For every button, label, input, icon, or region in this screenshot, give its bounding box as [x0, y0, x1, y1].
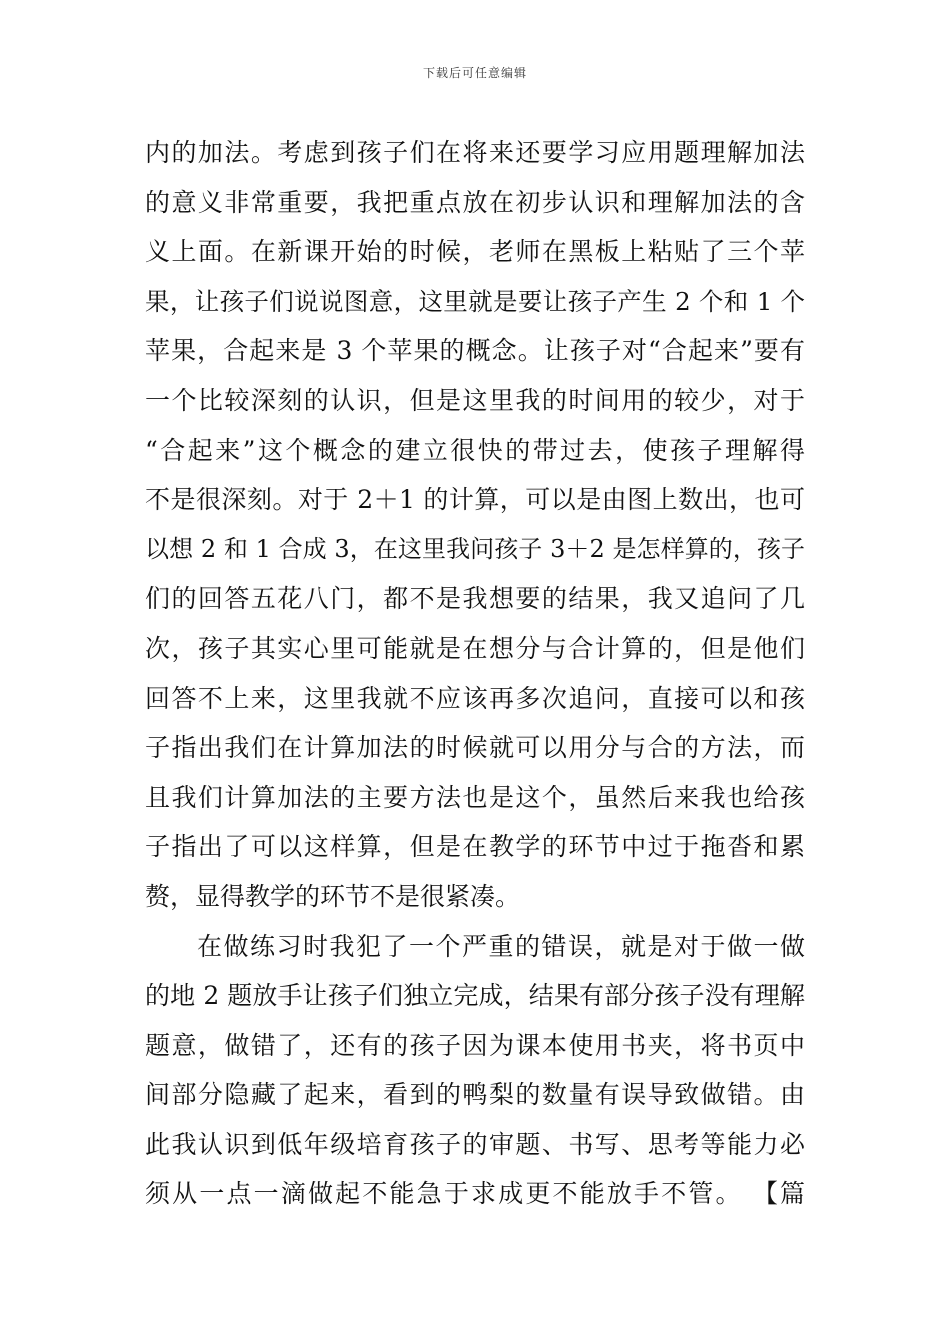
text-line: 此我认识到低年级培育孩子的审题、书写、思考等能力必: [145, 1129, 805, 1159]
text-line: 苹果，合起来是 3 个苹果的概念。让孩子对“合起来”要有: [145, 336, 805, 366]
text-line: 赘，显得教学的环节不是很紧凑。: [145, 881, 521, 911]
page-header: 下载后可任意编辑: [422, 66, 527, 80]
text-line: 子指出我们在计算加法的时候就可以用分与合的方法，而: [145, 733, 805, 763]
text-line: 以想 2 和 1 合成 3，在这里我问孩子 3＋2 是怎样算的，孩子: [145, 534, 805, 563]
text-line: 们的回答五花八门，都不是我想要的结果，我又追问了几: [145, 584, 805, 614]
text-line: 在做练习时我犯了一个严重的错误，就是对于做一做: [197, 931, 805, 961]
text-line: 不是很深刻。对于 2＋1 的计算，可以是由图上数出，也可: [145, 485, 805, 515]
text-line: 且我们计算加法的主要方法也是这个，虽然后来我也给孩: [145, 782, 805, 812]
paragraph-2: [145, 922, 805, 1220]
text-line: 回答不上来，这里我就不应该再多次追问，直接可以和孩: [145, 683, 805, 713]
text-line: 的意义非常重要，我把重点放在初步认识和理解加法的含: [145, 187, 805, 217]
paragraph-1: [145, 128, 805, 922]
text-line: 果，让孩子们说说图意，这里就是要让孩子产生 2 个和 1 个: [145, 286, 805, 316]
text-line: 的地 2 题放手让孩子们独立完成，结果有部分孩子没有理解: [145, 981, 805, 1011]
document-body: [145, 128, 805, 1219]
text-line: 一个比较深刻的认识，但是这里我的时间用的较少，对于: [145, 385, 805, 415]
text-line: 间部分隐藏了起来，看到的鸭梨的数量有误导致做错。由: [145, 1080, 805, 1110]
text-line: 须从一点一滴做起不能急于求成更不能放手不管。 【篇: [145, 1179, 805, 1209]
text-line: “合起来”这个概念的建立很快的带过去，使孩子理解得: [145, 435, 805, 465]
text-line: 内的加法。考虑到孩子们在将来还要学习应用题理解加法: [145, 138, 805, 167]
text-line: 次，孩子其实心里可能就是在想分与合计算的，但是他们: [145, 633, 805, 663]
text-line: 义上面。在新课开始的时候，老师在黑板上粘贴了三个苹: [145, 237, 805, 267]
text-line: 子指出了可以这样算，但是在教学的环节中过于拖沓和累: [145, 832, 805, 862]
text-line: 题意，做错了，还有的孩子因为课本使用书夹，将书页中: [145, 1030, 805, 1060]
